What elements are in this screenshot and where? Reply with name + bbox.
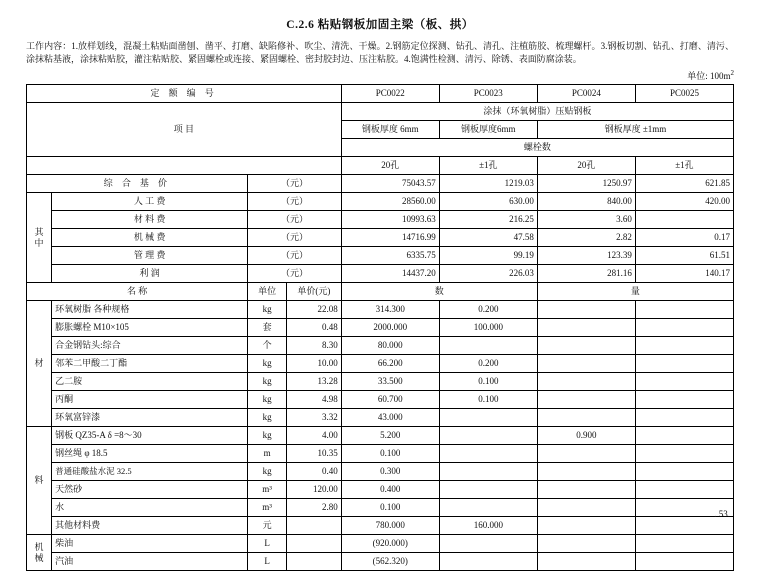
cost-name-labor: 人 工 费: [52, 193, 248, 211]
cost-material-1: 10993.63: [341, 211, 439, 229]
material-qty-1: 33.500: [341, 373, 439, 391]
quota-code-3: PC0024: [537, 85, 635, 103]
material-side-label-1: [27, 301, 52, 427]
material-unit: m³: [248, 499, 287, 517]
table-row-cost-profit: [27, 265, 734, 283]
material-qty-3: 0.900: [537, 427, 635, 445]
cost-name-profit: 利 润: [52, 265, 248, 283]
material-qty-1: 60.700: [341, 391, 439, 409]
material-qty-3: [537, 463, 635, 481]
material-qty-3: [537, 319, 635, 337]
material-char-2: 料: [34, 475, 44, 486]
machine-qty-3: [537, 535, 635, 553]
table-row: [27, 517, 734, 535]
unit-text: 单位: 100m: [687, 71, 731, 82]
material-price: 0.48: [286, 319, 341, 337]
material-unit: kg: [248, 373, 287, 391]
material-unit: kg: [248, 427, 287, 445]
machine-name: 柴油: [52, 535, 248, 553]
material-qty-3: [537, 499, 635, 517]
unit-line: [26, 69, 734, 82]
cost-labor-3: 840.00: [537, 193, 635, 211]
material-name: 普通硅酸盐水泥 32.5: [52, 463, 248, 481]
cost-profit-2: 226.03: [439, 265, 537, 283]
cost-material-2: 216.25: [439, 211, 537, 229]
table-row: [27, 499, 734, 517]
work-content: [26, 40, 734, 66]
table-row-cost-material: [27, 211, 734, 229]
material-qty-1: 0.100: [341, 499, 439, 517]
table-row: [27, 481, 734, 499]
material-unit: kg: [248, 409, 287, 427]
material-qty-2: 160.000: [439, 517, 537, 535]
table-row-group: [27, 103, 734, 121]
quota-code-2: PC0023: [439, 85, 537, 103]
cost-material-3: 3.60: [537, 211, 635, 229]
thickness-1: 钢板厚度 6mm: [341, 121, 439, 139]
table-row: [27, 355, 734, 373]
cost-management-4: 61.51: [635, 247, 733, 265]
material-qty-3: [537, 373, 635, 391]
cost-profit-3: 281.16: [537, 265, 635, 283]
material-qty-2: 0.100: [439, 391, 537, 409]
table-row: [27, 445, 734, 463]
material-qty-3: [537, 337, 635, 355]
table-row: [27, 319, 734, 337]
material-name: 钢丝绳 φ 18.5: [52, 445, 248, 463]
bolt-value-1: 20孔: [341, 157, 439, 175]
material-name: 邻苯二甲酸二丁酯: [52, 355, 248, 373]
unit-superscript: 2: [730, 69, 734, 78]
material-price: 0.40: [286, 463, 341, 481]
material-name: 环氧树脂 各种规格: [52, 301, 248, 319]
quota-table: [26, 84, 734, 571]
material-qty-4: [635, 355, 733, 373]
table-row: [27, 337, 734, 355]
material-price: 10.35: [286, 445, 341, 463]
machine-char-2: 械: [34, 552, 44, 563]
table-row: [27, 391, 734, 409]
qizhong-label: [27, 193, 52, 283]
table-row-baseprice: [27, 175, 734, 193]
base-price-1: 75043.57: [341, 175, 439, 193]
table-row: [27, 409, 734, 427]
material-unit: kg: [248, 301, 287, 319]
cost-unit-machine: （元）: [248, 229, 342, 247]
table-row: [27, 427, 734, 445]
cost-unit-labor: （元）: [248, 193, 342, 211]
material-name: 钢板 QZ35-A δ =8～30: [52, 427, 248, 445]
table-row: [27, 553, 734, 571]
material-price: 13.28: [286, 373, 341, 391]
material-qty-4: [635, 463, 733, 481]
material-qty-2: [439, 481, 537, 499]
quota-code-1: PC0022: [341, 85, 439, 103]
base-price-unit: （元）: [248, 175, 342, 193]
qizhong-char-1: 其: [34, 227, 44, 238]
material-name: 其他材料费: [52, 517, 248, 535]
cost-labor-1: 28560.00: [341, 193, 439, 211]
material-name: 合金钢钻头:综合: [52, 337, 248, 355]
material-qty-1: 66.200: [341, 355, 439, 373]
material-qty-4: [635, 301, 733, 319]
material-name: 环氧富锌漆: [52, 409, 248, 427]
machine-name: 汽油: [52, 553, 248, 571]
cost-name-material: 材 料 费: [52, 211, 248, 229]
bolt-value-3: 20孔: [537, 157, 635, 175]
material-qty-2: [439, 445, 537, 463]
material-qty-1: 80.000: [341, 337, 439, 355]
material-unit: 套: [248, 319, 287, 337]
material-char-1: 材: [34, 358, 44, 369]
material-price: 4.98: [286, 391, 341, 409]
cost-management-3: 123.39: [537, 247, 635, 265]
bolt-count-label: 螺栓数: [341, 139, 733, 157]
cost-name-management: 管 理 费: [52, 247, 248, 265]
material-name: 水: [52, 499, 248, 517]
cost-machine-4: 0.17: [635, 229, 733, 247]
material-qty-2: [439, 463, 537, 481]
detail-header-price: 单价(元): [286, 283, 341, 301]
cost-management-1: 6335.75: [341, 247, 439, 265]
material-qty-2: [439, 409, 537, 427]
cost-profit-1: 14437.20: [341, 265, 439, 283]
machine-qty-2: [439, 535, 537, 553]
cost-machine-2: 47.58: [439, 229, 537, 247]
material-side-label-2: [27, 427, 52, 535]
material-price: 22.08: [286, 301, 341, 319]
material-qty-1: 0.400: [341, 481, 439, 499]
material-name: 天然砂: [52, 481, 248, 499]
table-row-detail-header: [27, 283, 734, 301]
cost-labor-2: 630.00: [439, 193, 537, 211]
cost-management-2: 99.19: [439, 247, 537, 265]
material-qty-2: [439, 427, 537, 445]
material-unit: m: [248, 445, 287, 463]
bolt-value-2: ±1孔: [439, 157, 537, 175]
base-price-2: 1219.03: [439, 175, 537, 193]
machine-qty-3: [537, 553, 635, 571]
cost-material-4: [635, 211, 733, 229]
base-price-4: 621.85: [635, 175, 733, 193]
material-qty-4: [635, 427, 733, 445]
material-qty-1: 314.300: [341, 301, 439, 319]
work-content-text: 1.放样划线，混凝土粘贴面凿刨、凿平、打磨、缺陷修补、吹尘、清洗、干燥。2.钢筋定位探测、钻孔、清孔、注植筋胶、梳理螺杆。3.钢板切割、钻孔、打磨、清污、涂抹粘基液，涂抹粘贴胶，灌注粘贴胶、紧固螺栓或连接、紧固螺栓、密封胶封边、压注粘胶。4.饱满性检测、清污、除锈、表面防腐涂装。: [26, 41, 734, 65]
machine-price: [286, 553, 341, 571]
group-label: 涂抹（环氧树脂）压贴钢板: [341, 103, 733, 121]
material-name: 丙酮: [52, 391, 248, 409]
material-qty-1: 43.000: [341, 409, 439, 427]
material-unit: kg: [248, 391, 287, 409]
material-price: 3.32: [286, 409, 341, 427]
material-unit: 个: [248, 337, 287, 355]
material-price: [286, 517, 341, 535]
base-price-label: 综 合 基 价: [27, 175, 248, 193]
cost-name-machine: 机 械 费: [52, 229, 248, 247]
material-qty-1: 0.100: [341, 445, 439, 463]
material-qty-1: 0.300: [341, 463, 439, 481]
material-qty-4: [635, 373, 733, 391]
material-qty-4: [635, 319, 733, 337]
detail-header-name: 名 称: [27, 283, 248, 301]
quota-code-4: PC0025: [635, 85, 733, 103]
machine-price: [286, 535, 341, 553]
cost-machine-3: 2.82: [537, 229, 635, 247]
material-qty-3: [537, 409, 635, 427]
machine-qty-1: (562.320): [341, 553, 439, 571]
material-price: 4.00: [286, 427, 341, 445]
material-qty-3: [537, 481, 635, 499]
material-price: 8.30: [286, 337, 341, 355]
material-unit: m³: [248, 481, 287, 499]
machine-qty-4: [635, 553, 733, 571]
material-qty-4: [635, 391, 733, 409]
cost-machine-1: 14716.99: [341, 229, 439, 247]
material-qty-2: [439, 499, 537, 517]
material-qty-4: [635, 445, 733, 463]
table-row: [27, 301, 734, 319]
material-name: 乙二胺: [52, 373, 248, 391]
table-row-code: [27, 85, 734, 103]
material-price: 10.00: [286, 355, 341, 373]
work-content-label: 工作内容：: [26, 41, 72, 51]
material-qty-3: [537, 301, 635, 319]
thickness-2: 钢板厚度6mm: [439, 121, 537, 139]
material-qty-1: 2000.000: [341, 319, 439, 337]
table-row: [27, 535, 734, 553]
page-number: . 53.: [714, 509, 730, 519]
detail-header-qty2: 量: [537, 283, 733, 301]
cost-unit-material: （元）: [248, 211, 342, 229]
machine-qty-1: (920.000): [341, 535, 439, 553]
detail-header-unit: 单位: [248, 283, 287, 301]
machine-unit: L: [248, 553, 287, 571]
page-title: C.2.6 粘贴钢板加固主梁（板、拱）: [286, 19, 474, 31]
table-row-cost-management: [27, 247, 734, 265]
material-qty-2: 100.000: [439, 319, 537, 337]
cost-profit-4: 140.17: [635, 265, 733, 283]
material-qty-4: [635, 481, 733, 499]
material-qty-1: 780.000: [341, 517, 439, 535]
table-row-cost-labor: [27, 193, 734, 211]
material-price: 2.80: [286, 499, 341, 517]
material-name: 膨胀螺栓 M10×105: [52, 319, 248, 337]
qizhong-char-2: 中: [34, 237, 44, 248]
table-row-boltvalues: [27, 157, 734, 175]
machine-qty-2: [439, 553, 537, 571]
material-qty-3: [537, 355, 635, 373]
cost-labor-4: 420.00: [635, 193, 733, 211]
table-row: [27, 373, 734, 391]
detail-header-qty: 数: [341, 283, 537, 301]
base-price-3: 1250.97: [537, 175, 635, 193]
material-qty-2: 0.200: [439, 301, 537, 319]
material-qty-2: 0.100: [439, 373, 537, 391]
machine-unit: L: [248, 535, 287, 553]
material-qty-4: [635, 409, 733, 427]
bolt-value-4: ±1孔: [635, 157, 733, 175]
thickness-3: 钢板厚度 ±1mm: [537, 121, 733, 139]
machine-char-1: 机: [34, 542, 44, 553]
machine-qty-4: [635, 535, 733, 553]
cost-unit-management: （元）: [248, 247, 342, 265]
material-qty-2: 0.200: [439, 355, 537, 373]
cost-unit-profit: （元）: [248, 265, 342, 283]
machine-side-label: [27, 535, 52, 571]
material-unit: kg: [248, 463, 287, 481]
table-row-cost-machine: [27, 229, 734, 247]
table-row: [27, 463, 734, 481]
material-unit: kg: [248, 355, 287, 373]
material-price: 120.00: [286, 481, 341, 499]
material-qty-4: [635, 517, 733, 535]
material-unit: 元: [248, 517, 287, 535]
material-qty-4: [635, 337, 733, 355]
material-qty-3: [537, 391, 635, 409]
material-qty-3: [537, 445, 635, 463]
item-label: 项 目: [27, 103, 342, 157]
material-qty-2: [439, 337, 537, 355]
material-qty-3: [537, 517, 635, 535]
material-qty-1: 5.200: [341, 427, 439, 445]
quota-code-label: 定 额 编 号: [27, 85, 342, 103]
